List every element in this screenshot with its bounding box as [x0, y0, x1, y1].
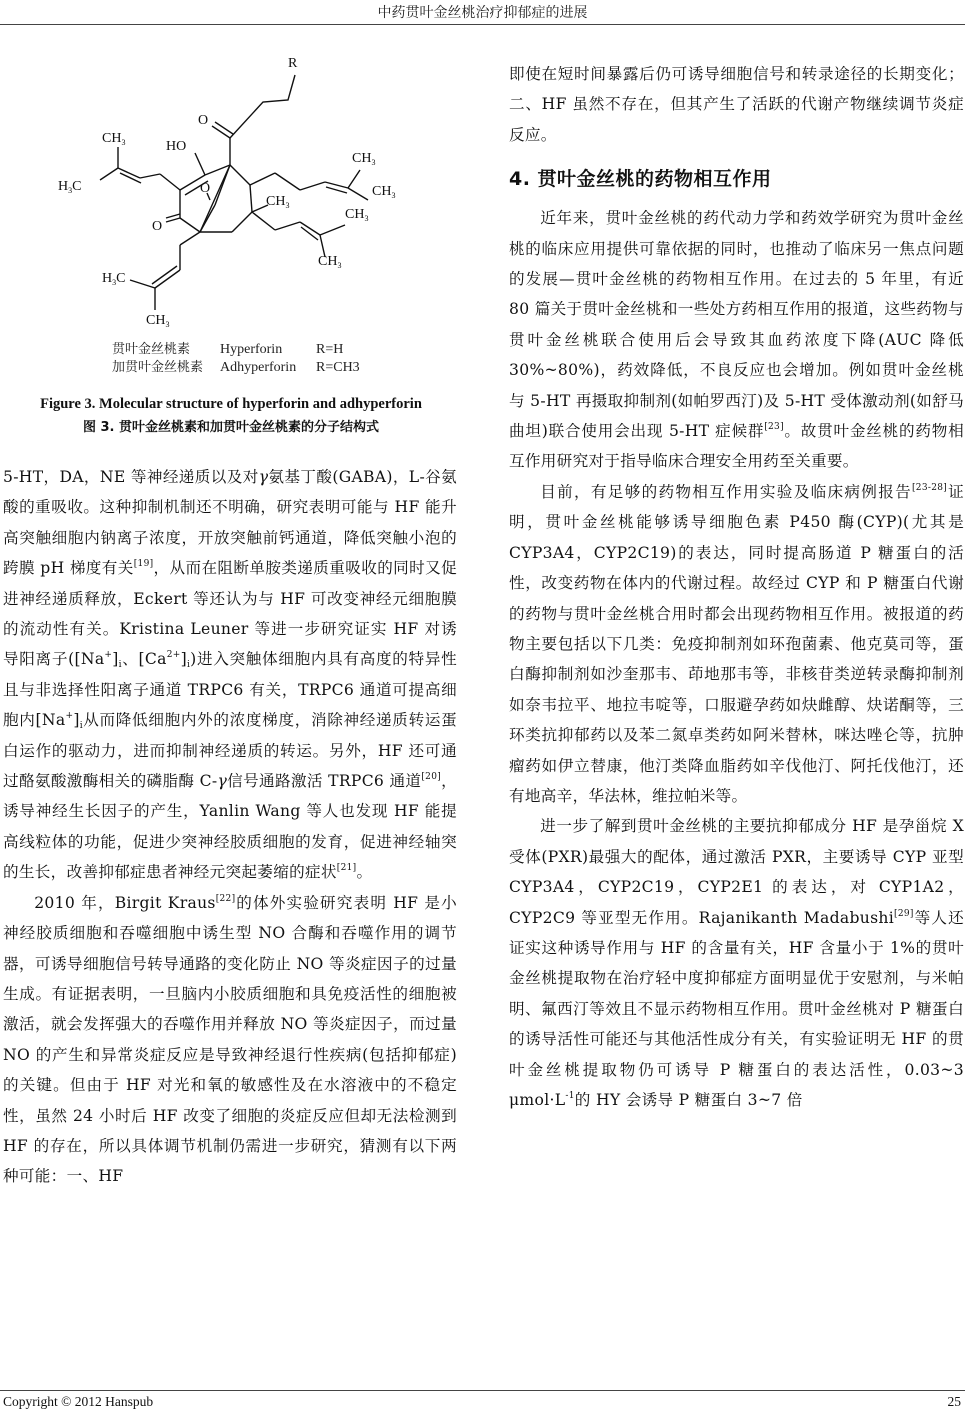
atom-h3c-b: $H_3C$ [102, 271, 126, 287]
legend-cn: 加贯叶金丝桃素 [112, 360, 204, 375]
figure-caption-cn: 图 3. 贯叶金丝桃素和加贯叶金丝桃素的分子结构式 [82, 420, 380, 435]
page-number: 25 [947, 1394, 961, 1409]
atom-ch3-c: $CH_3$ [372, 184, 396, 200]
atom-ch3-a: $CH_3$ [102, 131, 126, 147]
paragraph: 近年来，贯叶金丝桃的药代动力学和药效学研究为贯叶金丝桃的临床应用提供可靠依据的同时，也推动了临床另一焦点问题的发展—贯叶金丝桃的药物相互作用。在过去的 5 年里，有近 80 篇关于贯叶金丝桃和一些处方药相互作用的报道，这些药物与贯叶金丝桃联合使用后会导致其血药浓度下降(AUC 降低 30%~80%)，药效降低，不良反应也会增加。例如贯叶金丝桃与 5-HT 再摄取抑制剂(如帕罗西汀)及 5-HT 受体激动剂(如舒马曲坦)联合使用会出现 5-HT 症候群[23]。故贯叶金丝桃的药物相互作用研究对于指导临床合理安全用药至关重要。 [509, 209, 964, 471]
atom-ch3-f: $CH_3$ [318, 254, 342, 270]
paragraph: 目前，有足够的药物相互作用实验及临床病例报告[23-28]证明，贯叶金丝桃能够诱导细胞色素 P450 酶(CYP)(尤其是 CYP3A4，CYP2C19)的表达，同时提高肠道 P 糖蛋白的活性，改变药物在体内的代谢过程。故经过 CYP 和 P 糖蛋白代谢的药物与贯叶金丝桃合用时都会出现药物相互作用。被报道的药物主要包括以下几类：免疫抑制剂如环孢菌素、他克莫司等，蛋白酶抑制剂如沙奎那韦、茚地那韦等，非核苷类逆转录酶抑制剂如奈韦拉平、地拉韦啶等，口服避孕药如炔雌醇、炔诺酮等，三环类抗抑郁药以及苯二氮卓类药如阿米替林，咪达唑仑等，抗肿瘤药如伊立替康，他汀类降血脂药如辛伐他汀、阿托伐他汀，还有地高辛，华法林，维拉帕米等。 [509, 482, 964, 805]
atom-ho: HO [166, 139, 187, 154]
molecule-diagram [0, 50, 462, 340]
paragraph: 即使在短时间暴露后仍可诱导细胞信号和转录途径的长期变化；二、HF 虽然不存在，但其产生了活跃的代谢产物继续调节炎症反应。 [509, 65, 964, 144]
atom-h3c-a: $H_3C$ [58, 179, 82, 195]
paragraph: 进一步了解到贯叶金丝桃的主要抗抑郁成分 HF 是孕甾烷 X 受体(PXR)最强大的配体，通过激活 PXR，主要诱导 CYP 亚型 CYP3A4，CYP2C19，CYP2E1 的表达，对 CYP1A2，CYP2C9 等亚型无作用。Rajanikanth Madabushi[29]等人还证实这种诱导作用与 HF 的含量有关，HF 含量小于 1%的贯叶金丝桃提取物在治疗轻中度抑郁症方面明显优于安慰剂，与米帕明、氟西汀等效且不显示药物相互作用。贯叶金丝桃对 P 糖蛋白的诱导活性可能还与其他活性成分有关，有实验证明无 HF 的贯叶金丝桃提取物仍可诱导 P 糖蛋白的表达活性，0.03~3 $\mu mol\cdot L^{-1}$的 HY 会诱导 P 糖蛋白 3~7 倍 [509, 817, 965, 1109]
atom-o-top: O [198, 113, 209, 128]
left-column [3, 462, 457, 1192]
atom-ch3-e: $CH_3$ [345, 207, 369, 223]
atom-ch3-g: $CH_3$ [146, 313, 170, 329]
atom-ch3-b: $CH_3$ [352, 151, 376, 167]
right-column [509, 59, 964, 1115]
running-header: 中药贯叶金丝桃治疗抑郁症的进展 [377, 5, 588, 21]
legend-row [112, 341, 360, 359]
paragraph: 2010 年，Birgit Kraus[22]的体外实验研究表明 HF 是小神经胶质细胞和吞噬细胞中诱生型 NO 合酶和吞噬作用的调节器，可诱导细胞信号转导通路的变化防止 NO 等炎症因子的过量生成。有证据表明，一旦脑内小胶质细胞和具免疫活性的细胞被激活，就会发挥强大的吞噬作用并释放 NO 等炎症因子，而过量 NO 的产生和异常炎症反应是导致神经退行性疾病(包括抑郁症)的关键。但由于 HF 对光和氧的敏感性及在水溶液中的不稳定性，虽然 24 小时后 HF 改变了细胞的炎症反应但却无法检测到 HF 的存在，所以具体调节机制仍需进一步研究，猜测有以下两种可能：一、HF [3, 893, 457, 1186]
section-heading: 4. 贯叶金丝桃的药物相互作用 [509, 168, 772, 191]
paragraph: 5-HT，DA，NE 等神经递质以及对γ氨基丁酸(GABA)，L-谷氨酸的重吸收。这种抑制机制还不明确，研究表明可能与 HF 能升高突触细胞内钠离子浓度，开放突触前钙通道，降低突触小泡的跨膜 pH 梯度有关[19]，从而在阻断单胺类递质重吸收的同时又促进神经递质释放，Eckert 等还认为与 HF 可改变神经元细胞膜的流动性有关。Kristina Leuner 等进一步研究证实 HF 对诱导阳离子($[Na^+]_i$、$[Ca^{2+}]_i$)进入突触体细胞内具有高度的特异性且与非选择性阳离子通道 TRPC6 有关，TRPC6 通道可提高细胞内$[Na^+]_i$从而降低细胞内外的浓度梯度，消除神经递质转运蛋白运作的驱动力，进而抑制神经递质的转运。另外，HF 还可通过酪氨酸激酶相关的磷脂酶 C-γ信号通路激活 TRPC6 通道[20]，诱导神经生长因子的产生，Yanlin Wang 等人也发现 HF 能提高线粒体的功能，促进少突神经胶质细胞的发育，促进神经轴突的生长，改善抑郁症患者神经元突起萎缩的症状[21]。 [3, 468, 458, 882]
atom-ch3-d: $CH_3$ [266, 194, 290, 210]
legend-r: R=CH3 [316, 360, 360, 375]
atom-o-left: O [152, 219, 163, 234]
legend-r: R=H [316, 342, 344, 357]
figure-caption-en: Figure 3. Molecular structure of hyperforin and adhyperforin [40, 396, 422, 412]
footer-rule [0, 1390, 965, 1391]
molecule-bonds [100, 75, 368, 310]
legend-cn: 贯叶金丝桃素 [112, 342, 191, 357]
copyright: Copyright © 2012 Hanspub [3, 1394, 154, 1409]
figure-3 [0, 50, 462, 440]
header-rule [0, 24, 965, 25]
figure-legend [112, 341, 360, 377]
legend-row [112, 359, 360, 377]
legend-en: Adhyperforin [220, 360, 297, 375]
atom-r: R [288, 56, 298, 71]
atom-o-bridge: O [200, 181, 211, 196]
legend-en: Hyperforin [220, 342, 283, 357]
